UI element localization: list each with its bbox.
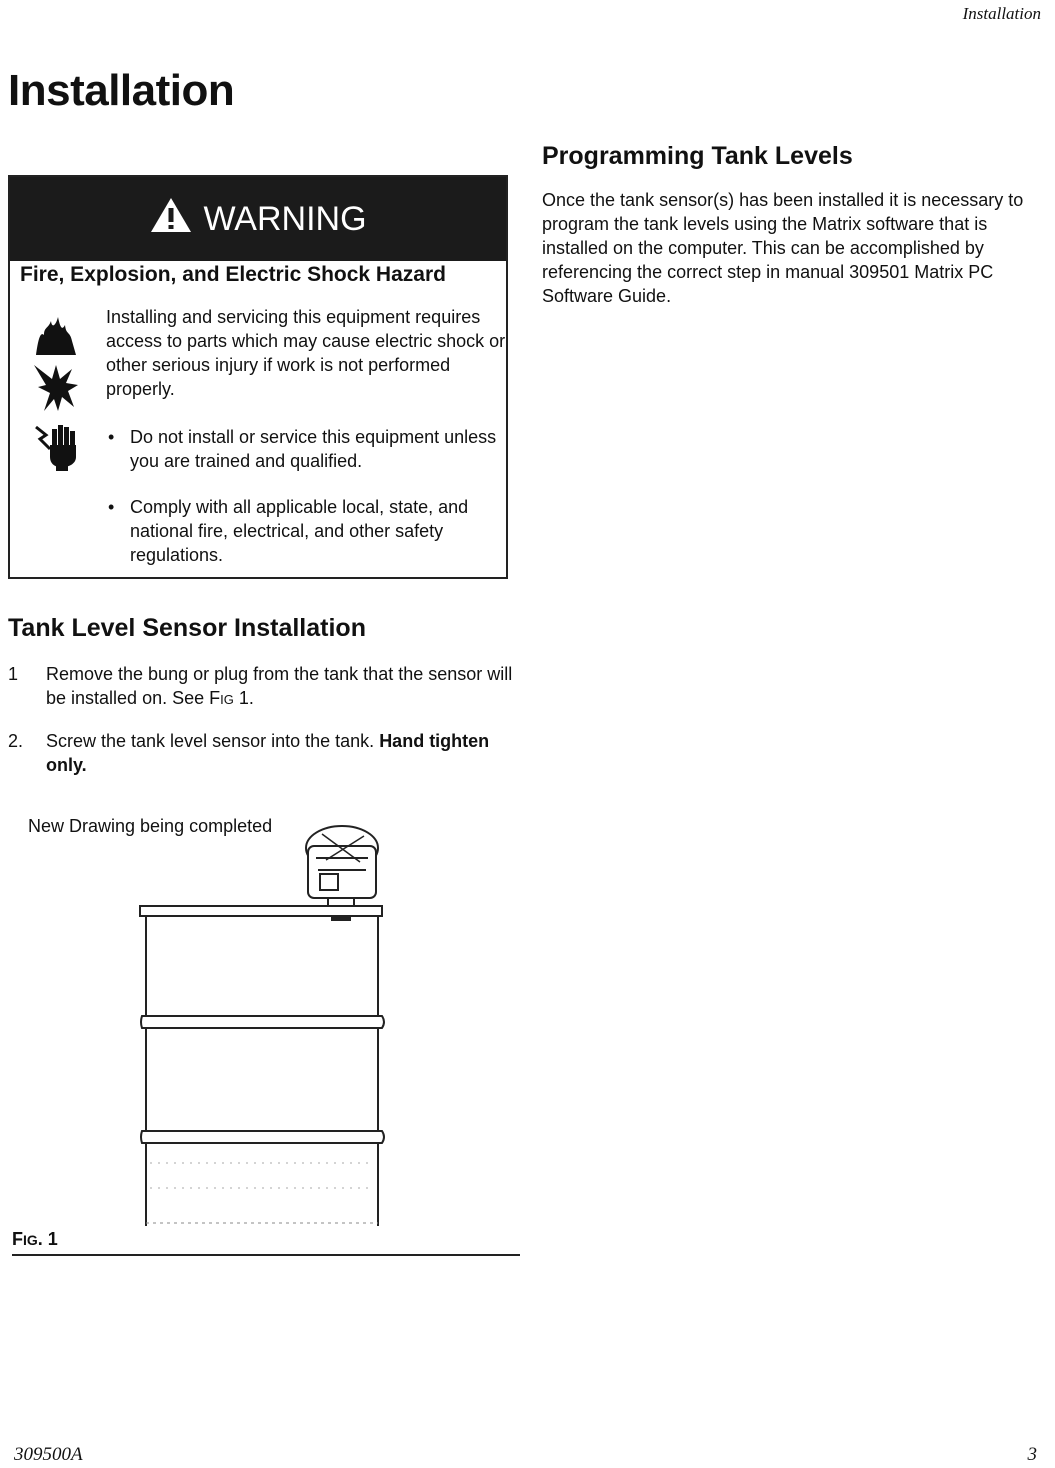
explosion-icon: [32, 363, 80, 409]
running-header: Installation: [962, 4, 1041, 23]
warning-bullets: [106, 425, 506, 589]
installation-steps: [8, 662, 518, 796]
drum: [140, 906, 384, 1226]
step-item: [8, 662, 518, 710]
programming-title: Programming Tank Levels: [542, 142, 853, 170]
warning-banner: [10, 177, 506, 261]
figure-rule: [12, 1254, 520, 1256]
figure-ref-number: 1.: [233, 688, 254, 708]
step-number: 2.: [8, 731, 24, 751]
hazard-title: Fire, Explosion, and Electric Shock Hazard: [20, 263, 446, 286]
tank-drum-illustration: [120, 818, 400, 1230]
warning-triangle-icon: [149, 196, 193, 243]
page-title: Installation: [8, 66, 235, 115]
step-number: 1: [8, 664, 19, 684]
page-number: 3: [1027, 1444, 1037, 1465]
warning-box: [8, 175, 508, 579]
tank-sensor-title: Tank Level Sensor Installation: [8, 614, 366, 642]
document-number: 309500A: [14, 1444, 83, 1465]
programming-text: Once the tank sensor(s) has been installed it is necessary to program the tank levels using the Matrix software that is installed on the computer. This can be accomplished by referencing the correct step in manual 309501 Matrix PC Software Guide.: [542, 190, 1024, 306]
warning-bullet: • Comply with all applicable local, state, and national fire, electrical, and other safety regulations.: [106, 495, 506, 567]
figure-label-smallcaps: IG: [23, 1232, 38, 1248]
figure-ref: Fig: [209, 688, 234, 708]
step-item: [8, 729, 518, 777]
figure-label-prefix: F: [12, 1229, 23, 1249]
figure-label: [12, 1229, 58, 1250]
electric-shock-icon: [32, 421, 80, 467]
drawing-note: New Drawing being completed: [28, 816, 273, 836]
warning-bullet: • Do not install or service this equipment unless you are trained and qualified.: [106, 425, 506, 473]
step-text: Screw the tank level sensor into the tank.: [46, 731, 380, 751]
step-text: Remove the bung or plug from the tank that the sensor will be installed on. See: [46, 664, 513, 708]
figure-label-number: . 1: [37, 1229, 58, 1249]
step-emphasis: Hand tighten only.: [46, 731, 490, 775]
fire-icon: [32, 311, 80, 357]
warning-intro: Installing and servicing this equipment requires access to parts which may cause electric shock or other serious injury if work is not performed properly.: [106, 307, 506, 399]
warning-banner-label: WARNING: [203, 199, 367, 238]
